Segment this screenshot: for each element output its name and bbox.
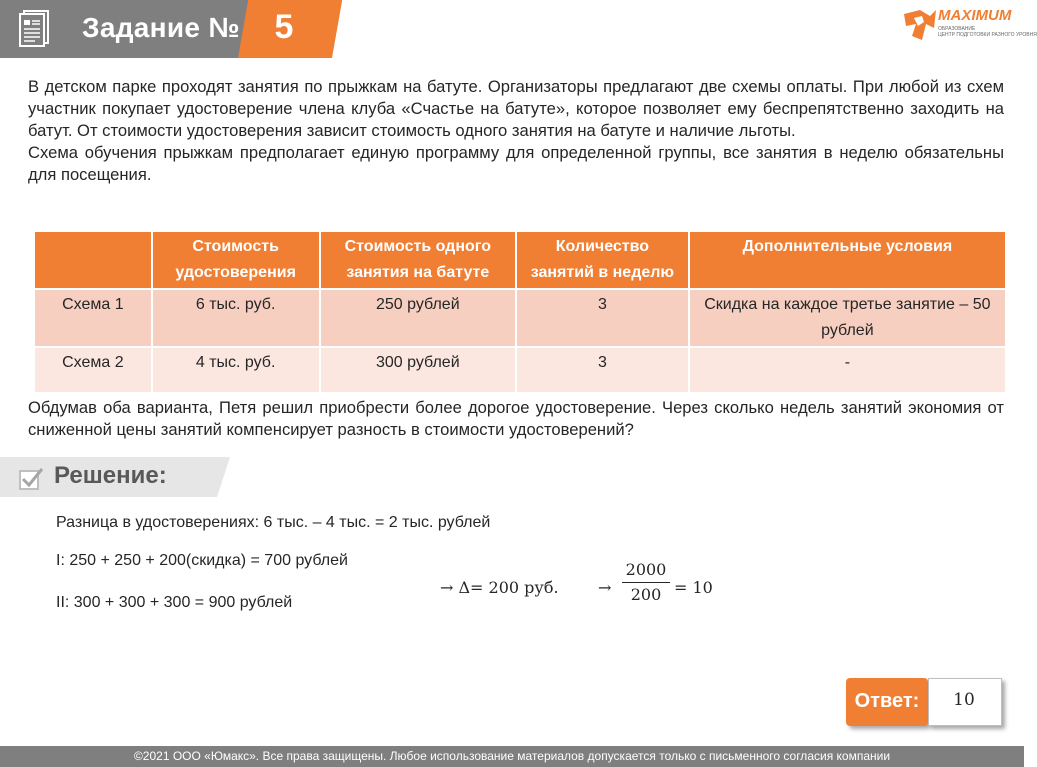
problem-paragraph: Схема обучения прыжкам предполагает единую программу для определенной группы, все занятия в неделю обязательны для посещения. xyxy=(28,143,1004,184)
table-header-cell: Стоимость одного занятия на батуте xyxy=(320,231,517,289)
answer-label: Ответ: xyxy=(854,690,920,712)
solution-line: I: 250 + 250 + 200(скидка) = 700 рублей xyxy=(56,552,348,569)
delta-formula: → Δ= 200 руб. xyxy=(440,578,559,597)
checkbox-check-icon xyxy=(18,466,44,492)
table-row xyxy=(34,347,1006,393)
table-header-cell: Количество занятий в неделю xyxy=(516,231,689,289)
question-text: Обдумав оба варианта, Петя решил приобрести более дорогое удостоверение. Через сколько недель занятий экономия от сниженной цены занятий компенсирует разность в стоимости удостоверений? xyxy=(28,398,1004,439)
task-header xyxy=(0,0,340,58)
problem-paragraph: В детском парке проходят занятия по прыжкам на батуте. Организаторы предлагают две схемы оплаты. При любой из схем участник покупает удостоверение члена клуба «Счастье на батуте», которое позволяет ему беспрепятственно заходить на батут. От стоимости удостоверения зависит стоимость одного занятия на батуте и наличие льготы. xyxy=(28,77,1004,140)
table-row xyxy=(34,289,1006,347)
copyright-text: ©2021 ООО «Юмакс». Все права защищены. Любое использование материалов допускается только с письменного согласия компании xyxy=(133,749,891,763)
logo-name: MAXIMUM xyxy=(938,7,1012,24)
table-cell: - xyxy=(689,347,1006,393)
fraction xyxy=(622,560,670,605)
table-cell: 6 тыс. руб. xyxy=(152,289,320,347)
table-cell: 3 xyxy=(516,289,689,347)
table-header-row xyxy=(34,231,1006,289)
document-icon xyxy=(17,9,53,47)
table-cell: 4 тыс. руб. xyxy=(152,347,320,393)
logo-tagline xyxy=(938,26,1037,38)
logo-tagline-line: ЦЕНТР ПОДГОТОВКИ РАЗНОГО УРОВНЯ xyxy=(938,32,1037,38)
task-title: Задание № xyxy=(82,12,240,43)
task-number: 5 xyxy=(274,8,294,46)
fraction-numerator: 2000 xyxy=(625,560,667,579)
fraction-bar xyxy=(622,582,670,583)
table-header-cell: Стоимость удостоверения xyxy=(152,231,320,289)
table-cell: 300 рублей xyxy=(320,347,517,393)
answer-value: 10 xyxy=(953,690,975,710)
fraction-result: = 10 xyxy=(674,578,713,597)
solution-line: II: 300 + 300 + 300 = 900 рублей xyxy=(56,594,293,611)
problem-text xyxy=(28,76,1004,186)
fraction-denominator: 200 xyxy=(630,585,662,604)
table-header-cell xyxy=(34,231,152,289)
table-cell: Схема 1 xyxy=(34,289,152,347)
table-header-cell: Дополнительные условия xyxy=(689,231,1006,289)
solution-line: Разница в удостоверениях: 6 тыс. – 4 тыс. = 2 тыс. рублей xyxy=(56,514,491,531)
logo-tagline-line: ОБРАЗОВАНИЕ xyxy=(938,26,976,32)
table-cell: 250 рублей xyxy=(320,289,517,347)
table-cell: Скидка на каждое третье занятие – 50 рублей xyxy=(689,289,1006,347)
payment-schemes-table xyxy=(33,230,1007,394)
solution-title: Решение: xyxy=(54,462,167,489)
arrow-symbol: → xyxy=(598,578,612,597)
table-cell: 3 xyxy=(516,347,689,393)
table-cell: Схема 2 xyxy=(34,347,152,393)
